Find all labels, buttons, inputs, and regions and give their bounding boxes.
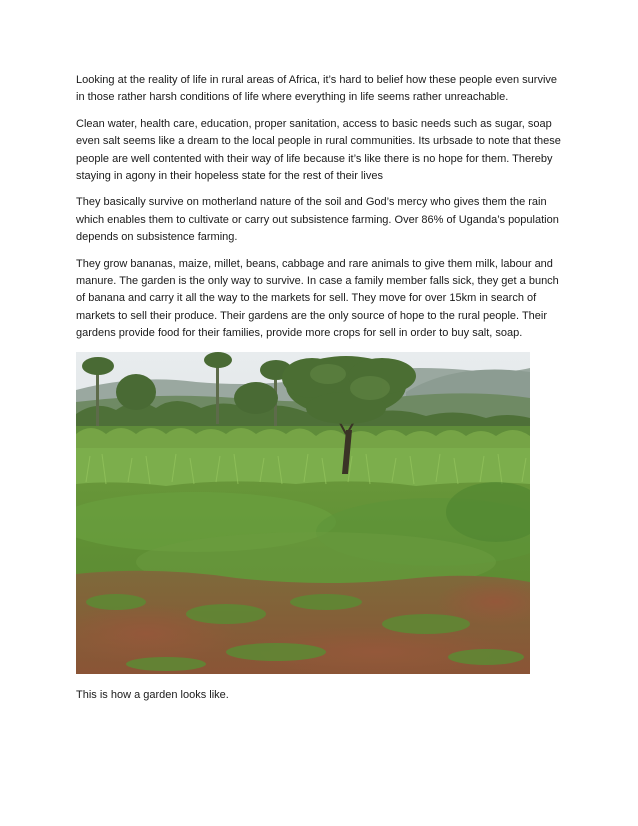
document-body	[76, 72, 562, 704]
photo-caption: This is how a garden looks like.	[76, 688, 229, 701]
garden-photo-illustration	[76, 352, 530, 674]
paragraph-3: They basically survive on motherland nature of the soil and God’s mercy who gives them the rain which enables them to cultivate or carry out subsistence farming. Over 86% of Uganda’s population depends on subsistence farming.	[76, 196, 559, 244]
garden-photo	[76, 352, 530, 674]
paragraph-4: They grow bananas, maize, millet, beans, cabbage and rare animals to give them milk, labour and manure. The garden is the only way to survive. In case a family member falls sick, they get a bunch of banana and carry it all the way to the markets for sell. They move for over 15km in search of markets to sell their produce. Their gardens are the only source of hope to the rural people. Their gardens provide food for their families, provide more crops for sell in order to buy salt, soap.	[76, 257, 559, 340]
paragraph-2: Clean water, health care, education, proper sanitation, access to basic needs such as sugar, soap even salt seems like a dream to the local people in rural communities. Its urbsade to note that these people are well contented with their way of life because it’s like there is no hope for them. Thereby staying in agony in their hopeless state for the rest of their lives	[76, 117, 561, 183]
paragraph-1: Looking at the reality of life in rural areas of Africa, it’s hard to belief how these people even survive in those rather harsh conditions of life where everything in life seems rather unreachable.	[76, 74, 558, 104]
